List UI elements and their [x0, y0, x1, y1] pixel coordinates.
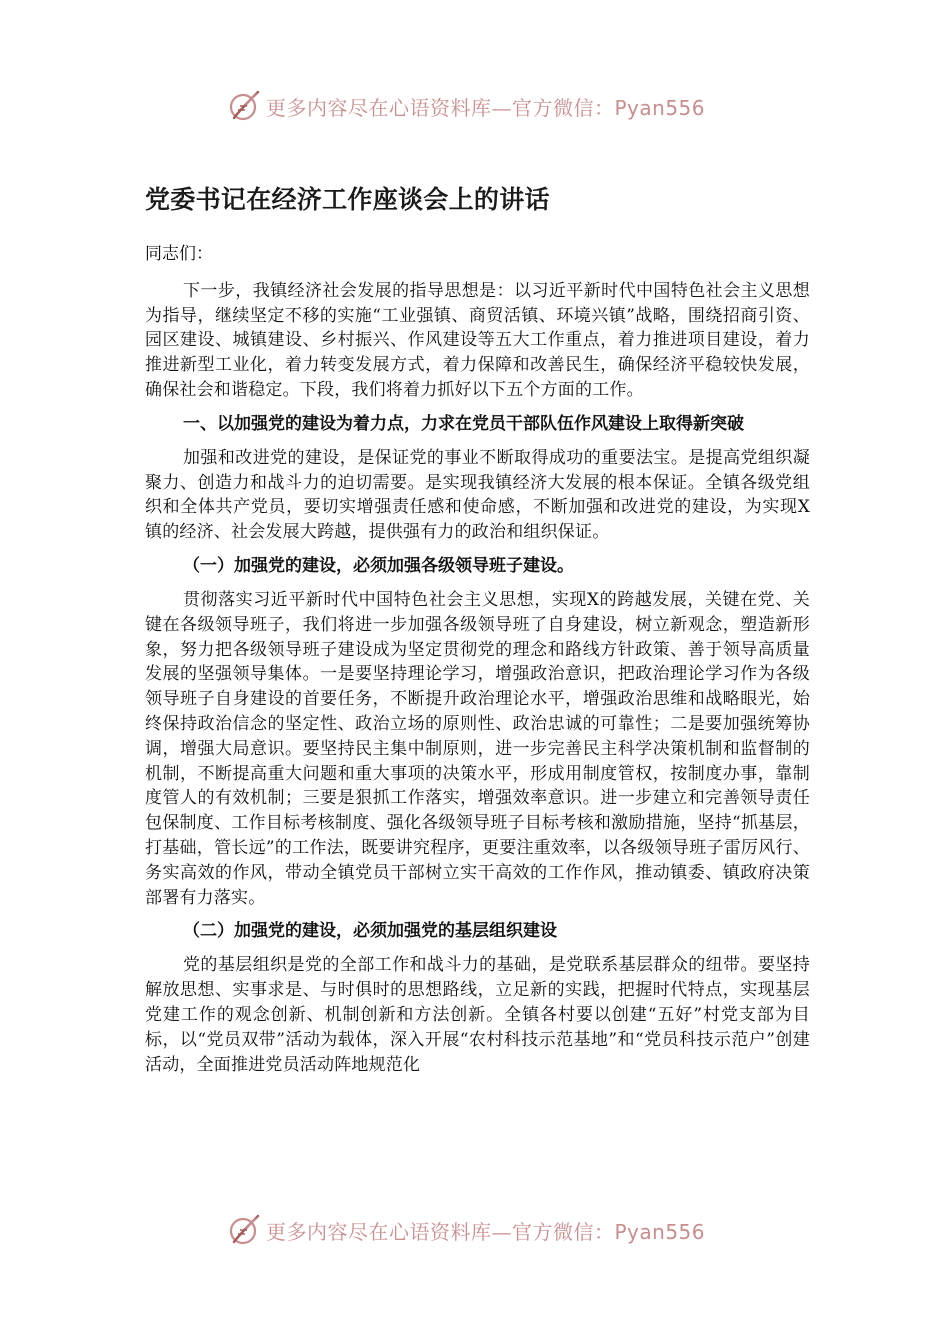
watermark-banner-bottom: [226, 1210, 746, 1250]
salutation: 同志们：: [145, 244, 213, 264]
subsection-2-paragraph: 党的基层组织是党的全部工作和战斗力的基础，是党联系基层群众的纽带。要坚持解放思想、实事求是、与时俱时的思想路线，立足新的实践，把握时代特点，实现基层党建工作的观念创新、机制创新和方法创新。全镇各村要以创建“五好”村党支部为目标，以“党员双带”活动为载体，深入开展“农村科技示范基地”和“党员科技示范户”创建活动，全面推进党员活动阵地规范化: [145, 955, 810, 1075]
document-title: 党委书记在经济工作座谈会上的讲话: [145, 185, 550, 214]
document-body: [145, 170, 810, 1086]
watermark-banner-top: [226, 86, 746, 126]
watermark-text: 更多内容尽在心语资料库—官方微信：: [266, 1219, 615, 1244]
watermark-wechat-id: Pyan556: [614, 1219, 706, 1244]
subsection-1-heading: （一）加强党的建设，必须加强各级领导班子建设。: [183, 555, 574, 576]
subsection-2-heading: （二）加强党的建设，必须加强党的基层组织建设: [183, 921, 557, 942]
feather-logo-icon: [226, 88, 262, 124]
watermark-wechat-id: Pyan556: [614, 95, 706, 120]
feather-logo-icon: [226, 1212, 262, 1248]
intro-paragraph: 下一步，我镇经济社会发展的指导思想是：以习近平新时代中国特色社会主义思想为指导，继续坚定不移的实施“工业强镇、商贸活镇、环境兴镇”战略，围绕招商引资、园区建设、城镇建设、乡村振兴、作风建设等五大工作重点，着力推进项目建设，着力推进新型工业化，着力转变发展方式，着力保障和改善民生，确保经济平稳较快发展，确保社会和谐稳定。下段，我们将着力抓好以下五个方面的工作。: [145, 280, 810, 400]
section-1-paragraph: 加强和改进党的建设，是保证党的事业不断取得成功的重要法宝。是提高党组织凝聚力、创造力和战斗力的迫切需要。是实现我镇经济大发展的根本保证。全镇各级党组织和全体共产党员，要切实增强责任感和使命感，不断加强和改进党的建设，为实现X镇的经济、社会发展大跨越，提供强有力的政治和组织保证。: [145, 447, 810, 543]
watermark-text: 更多内容尽在心语资料库—官方微信：: [266, 95, 615, 120]
section-1-heading: 一、以加强党的建设为着力点，力求在党员干部队伍作风建设上取得新突破: [183, 413, 744, 434]
subsection-1-paragraph: 贯彻落实习近平新时代中国特色社会主义思想，实现X的跨越发展，关键在党、关键在各级领导班子，我们将进一步加强各级领导班了自身建设，树立新观念，塑造新形象，努力把各级领导班子建设成为坚定贯彻党的理念和路线方针政策、善于领导高质量发展的坚强领导集体。一是要坚持理论学习，增强政治意识，把政治理论学习作为各级领导班子自身建设的首要任务，不断提升政治理论水平，增强政治思维和战略眼光，始终保持政治信念的坚定性、政治立场的原则性、政治忠诚的可靠性；二是要加强统筹协调，增强大局意识。要坚持民主集中制原则，进一步完善民主科学决策机制和监督制的机制，不断提高重大问题和重大事项的决策水平，形成用制度管权，按制度办事，靠制度管人的有效机制；三要是狠抓工作落实，增强效率意识。进一步建立和完善领导责任包保制度、工作目标考核制度、强化各级领导班子目标考核和激励措施，坚持“抓基层，打基础，管长远”的工作法，既要讲究程序，更要注重效率，以各级领导班子雷厉风行、务实高效的作风，带动全镇党员干部树立实干高效的工作作风，推动镇委、镇政府决策部署有力落实。: [145, 589, 810, 908]
